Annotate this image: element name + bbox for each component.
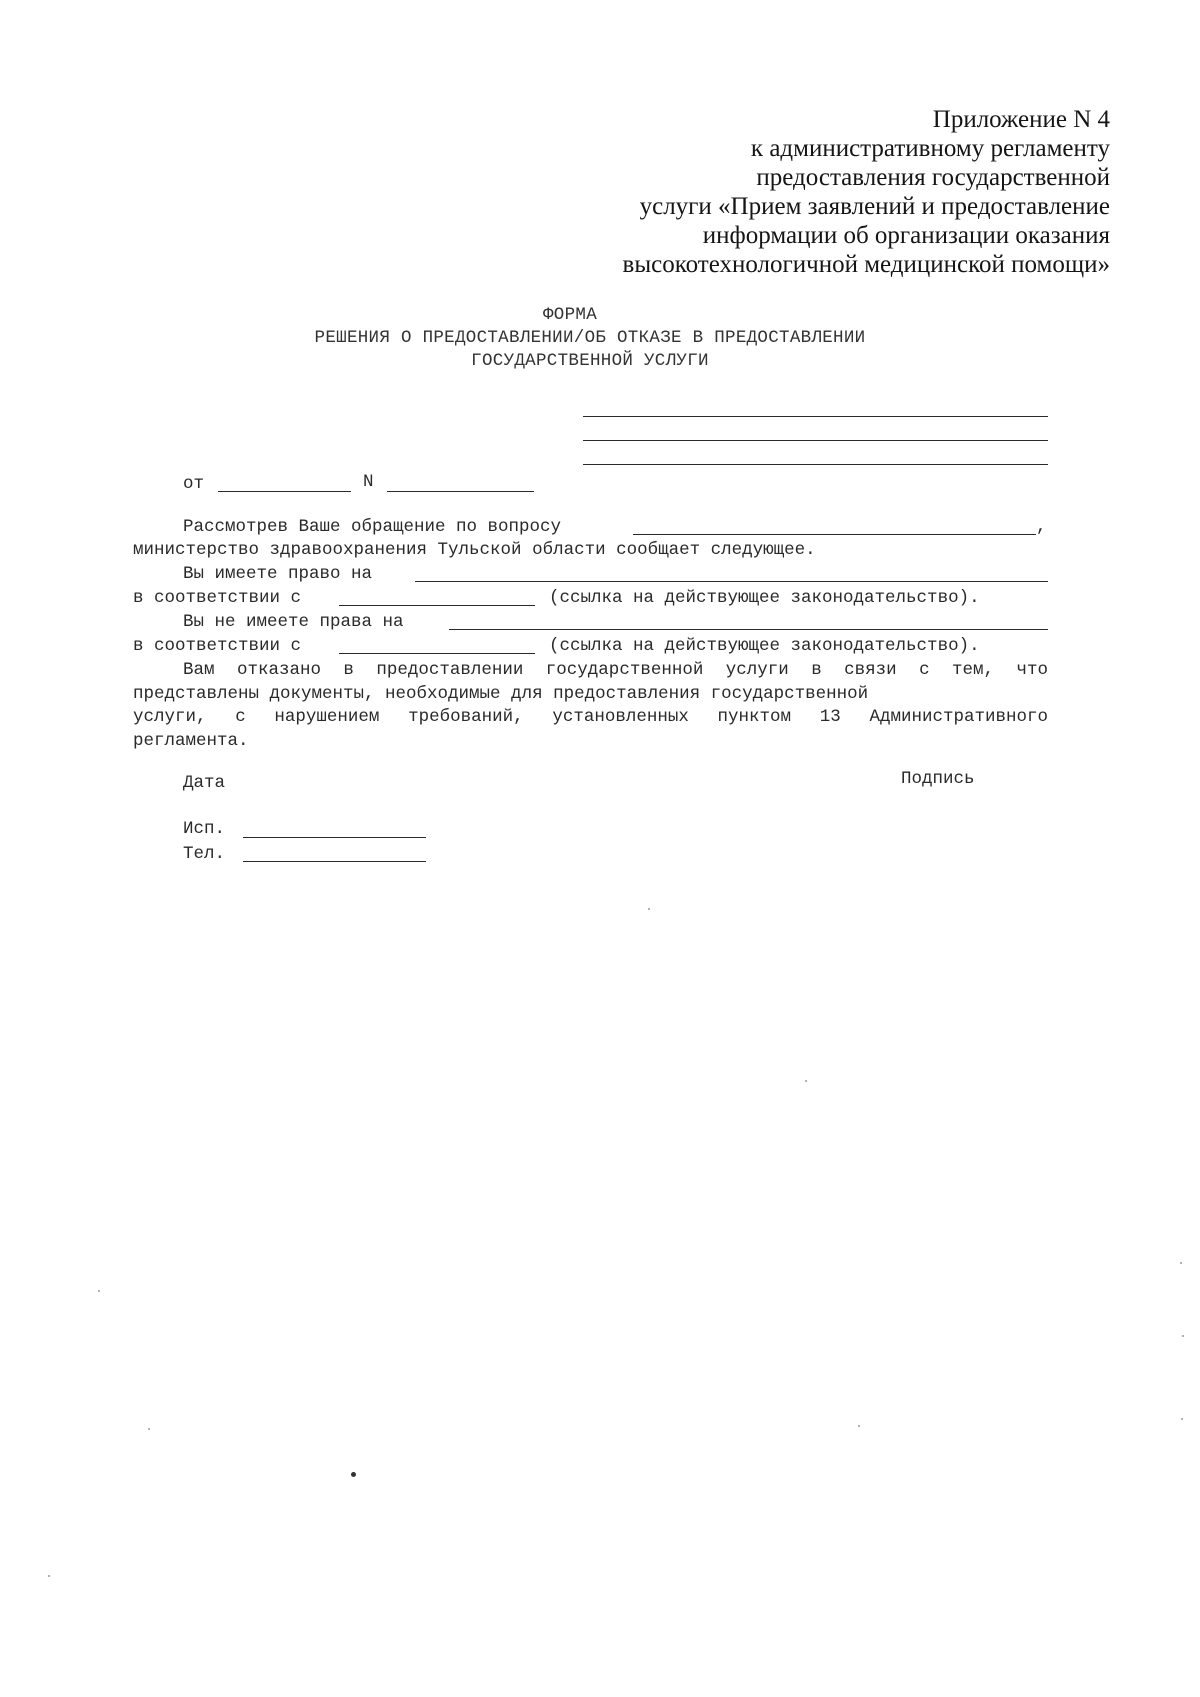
date-field[interactable] [218,491,351,492]
phone-field[interactable] [243,861,426,862]
right-label: Вы имеете право на [183,564,373,584]
law-reference: (ссылка на действующее законодательство). [549,588,980,608]
scan-speck [648,908,650,910]
ministry-statement: министерство здравоохранения Тульской области сообщает следующее. [133,540,816,560]
scan-speck [1180,1262,1182,1264]
appendix-line: высокотехнологичной медицинской помощи» [622,251,1110,278]
refusal-text-line: услуги, с нарушением требований, установленных пунктом 13 Административного [133,707,1048,727]
scan-speck [805,1080,807,1082]
appeal-comma: , [1036,517,1047,537]
addressee-line-2[interactable] [583,440,1048,441]
no-right-field[interactable] [449,629,1048,630]
scan-speck [98,1290,100,1292]
form-title-line: ГОСУДАРСТВЕННОЙ УСЛУГИ [471,351,709,371]
addressee-line-1[interactable] [583,416,1048,417]
scan-speck [1181,1418,1183,1420]
appendix-line: услуги «Прием заявлений и предоставление [639,193,1110,220]
appendix-line: информации об организации оказания [702,222,1110,249]
scan-speck [858,1425,860,1427]
accordance-field[interactable] [339,605,535,606]
number-label: N [363,472,374,492]
scan-speck [148,1428,150,1430]
refusal-text-line: Вам отказано в предоставлении государственной услуги в связи с тем, что [183,660,1048,680]
date-label: Дата [183,773,226,793]
refusal-text-line: представлены документы, необходимые для предоставления государственной [133,684,869,704]
appeal-label: Рассмотрев Ваше обращение по вопросу [183,517,562,537]
right-field[interactable] [415,581,1048,582]
appendix-line: предоставления государственной [756,164,1110,191]
appeal-topic-field[interactable] [633,534,1036,535]
accordance-label: в соответствии с [133,636,302,656]
appendix-number: Приложение N 4 [932,106,1110,133]
form-title-line: РЕШЕНИЯ О ПРЕДОСТАВЛЕНИИ/ОБ ОТКАЗЕ В ПРЕДОСТАВЛЕНИИ [314,328,866,348]
number-field[interactable] [387,491,534,492]
phone-label: Тел. [183,844,226,864]
scan-dot [351,1472,356,1477]
executor-field[interactable] [243,837,426,838]
appendix-header [470,105,1110,279]
addressee-line-3[interactable] [583,464,1048,465]
form-title-word: ФОРМА [542,305,597,325]
signature-label: Подпись [901,769,975,789]
executor-label: Исп. [183,819,226,839]
accordance-field-2[interactable] [339,653,535,654]
scan-speck [1182,1335,1184,1337]
law-reference: (ссылка на действующее законодательство). [549,636,980,656]
accordance-label: в соответствии с [133,588,302,608]
appendix-line: к административному регламенту [750,135,1110,162]
no-right-label: Вы не имеете права на [183,612,404,632]
form-title [130,304,1050,373]
scan-speck [48,1575,50,1577]
from-label: от [183,474,205,494]
refusal-text-line: регламента. [133,731,249,751]
